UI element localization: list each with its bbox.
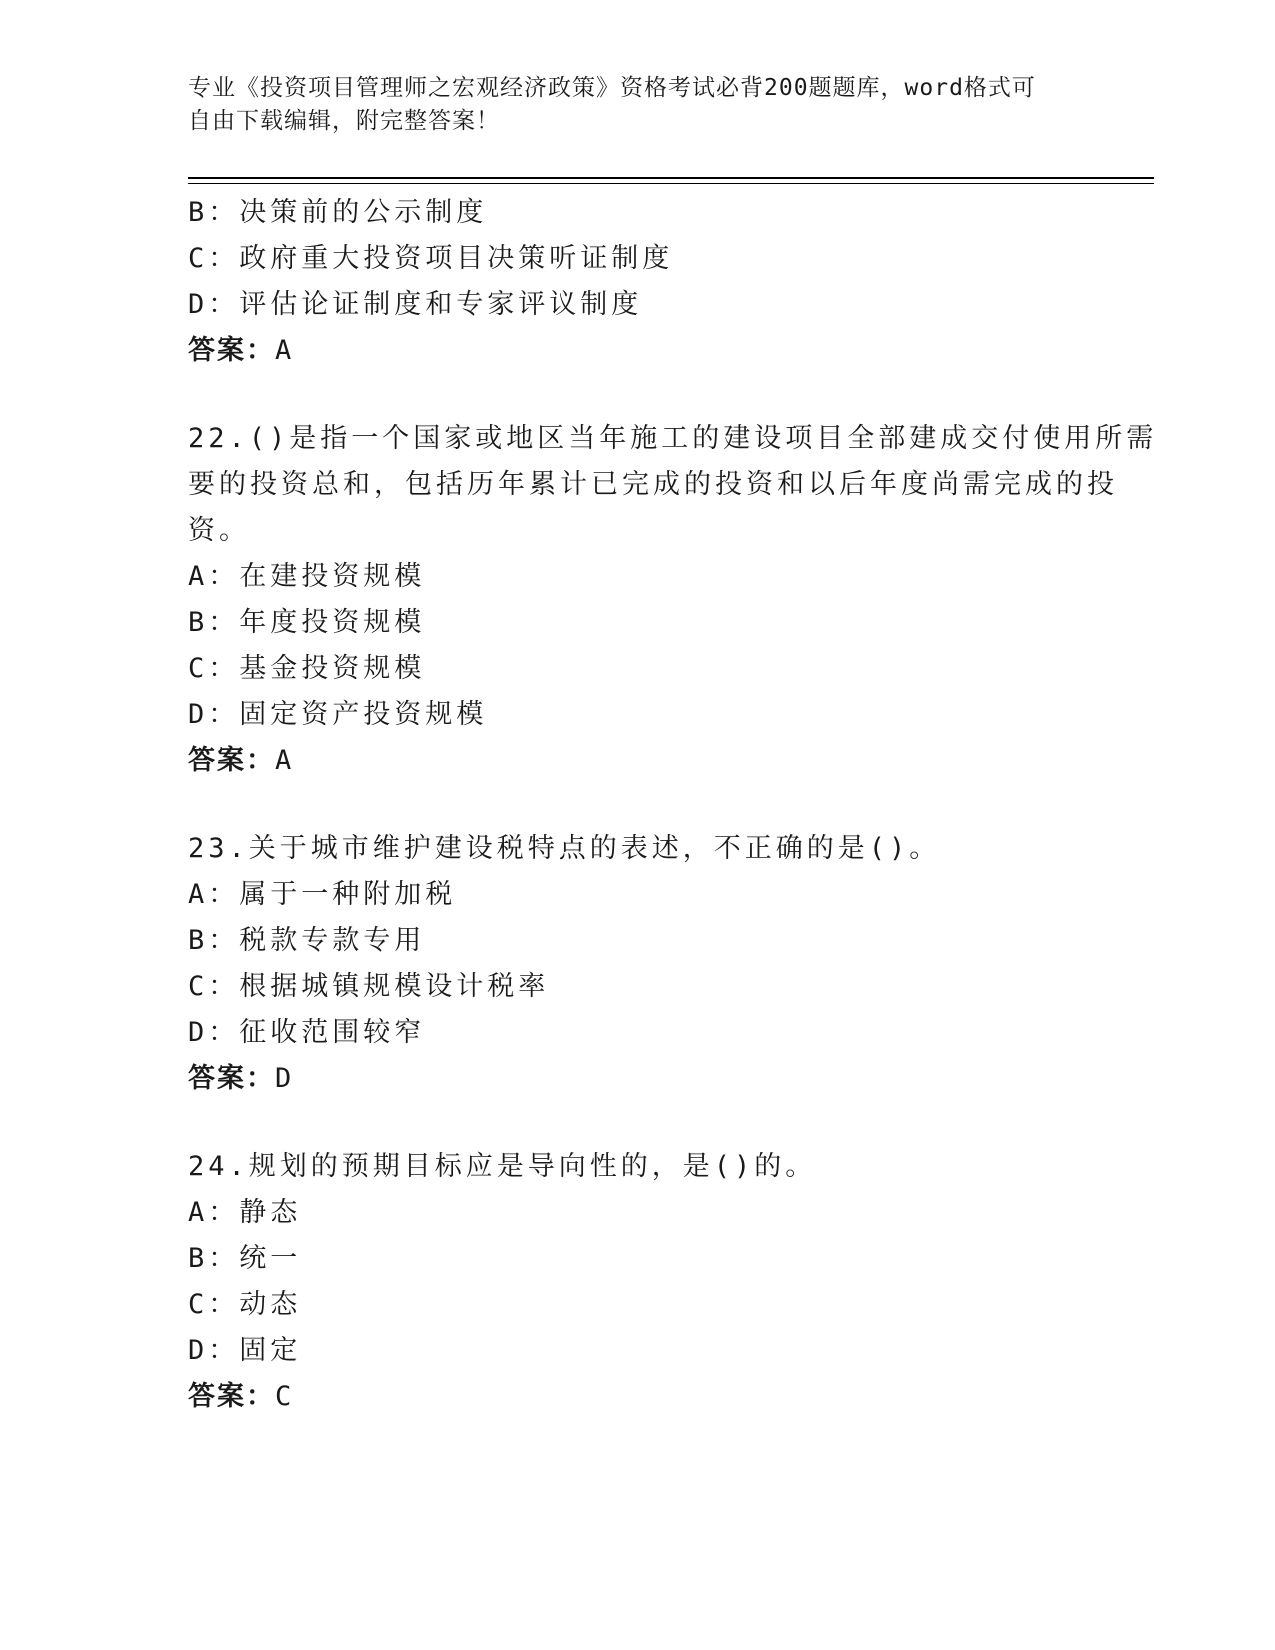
- option-c: C：基金投资规模: [188, 653, 426, 684]
- option-a: A：属于一种附加税: [188, 879, 457, 910]
- option-d: D：固定资产投资规模: [188, 699, 488, 730]
- option-c: C：政府重大投资项目决策听证制度: [188, 243, 674, 274]
- answer-value: A: [275, 335, 294, 366]
- answer-value: A: [275, 745, 294, 776]
- document-header: [188, 72, 1088, 138]
- option-b: B：统一: [188, 1243, 302, 1274]
- question-24: [188, 1144, 1088, 1420]
- option-c: C：根据城镇规模设计税率: [188, 971, 550, 1002]
- option-b: B：年度投资规模: [188, 607, 426, 638]
- question-22: [188, 416, 1158, 784]
- question-23: [188, 826, 1088, 1102]
- header-rule-thin: [188, 183, 1154, 184]
- option-b: B：税款专款专用: [188, 925, 426, 956]
- option-a: A：在建投资规模: [188, 561, 426, 592]
- answer-label: 答案：: [188, 1063, 275, 1094]
- header-rule-thick: [188, 177, 1154, 179]
- answer-label: 答案：: [188, 745, 275, 776]
- option-d: D：征收范围较窄: [188, 1017, 426, 1048]
- question-stem-line: 22.()是指一个国家或地区当年施工的建设项目全部建成交付使用所需: [188, 423, 1158, 454]
- option-b: B：决策前的公示制度: [188, 197, 488, 228]
- question-stem-line: 24.规划的预期目标应是导向性的，是()的。: [188, 1151, 817, 1182]
- answer-line: [188, 328, 1088, 374]
- option-d: D：固定: [188, 1335, 302, 1366]
- option-d: D：评估论证制度和专家评议制度: [188, 289, 643, 320]
- header-line-2: 自由下载编辑，附完整答案！: [188, 108, 500, 134]
- answer-value: D: [275, 1063, 294, 1094]
- question-list: [188, 190, 1158, 1420]
- answer-line: [188, 1056, 1088, 1102]
- question-stem-line: 要的投资总和，包括历年累计已完成的投资和以后年度尚需完成的投: [188, 469, 1118, 500]
- answer-label: 答案：: [188, 335, 275, 366]
- answer-label: 答案：: [188, 1381, 275, 1412]
- option-a: A：静态: [188, 1197, 302, 1228]
- answer-line: [188, 738, 1088, 784]
- answer-value: C: [275, 1381, 294, 1412]
- answer-line: [188, 1374, 1088, 1420]
- option-c: C：动态: [188, 1289, 302, 1320]
- question-stem-line: 23.关于城市维护建设税特点的表述，不正确的是()。: [188, 833, 941, 864]
- header-line-1: 专业《投资项目管理师之宏观经济政策》资格考试必背200题题库，word格式可: [188, 75, 1036, 101]
- question-stem-line: 资。: [188, 515, 250, 546]
- prev-question-block: [188, 190, 1088, 374]
